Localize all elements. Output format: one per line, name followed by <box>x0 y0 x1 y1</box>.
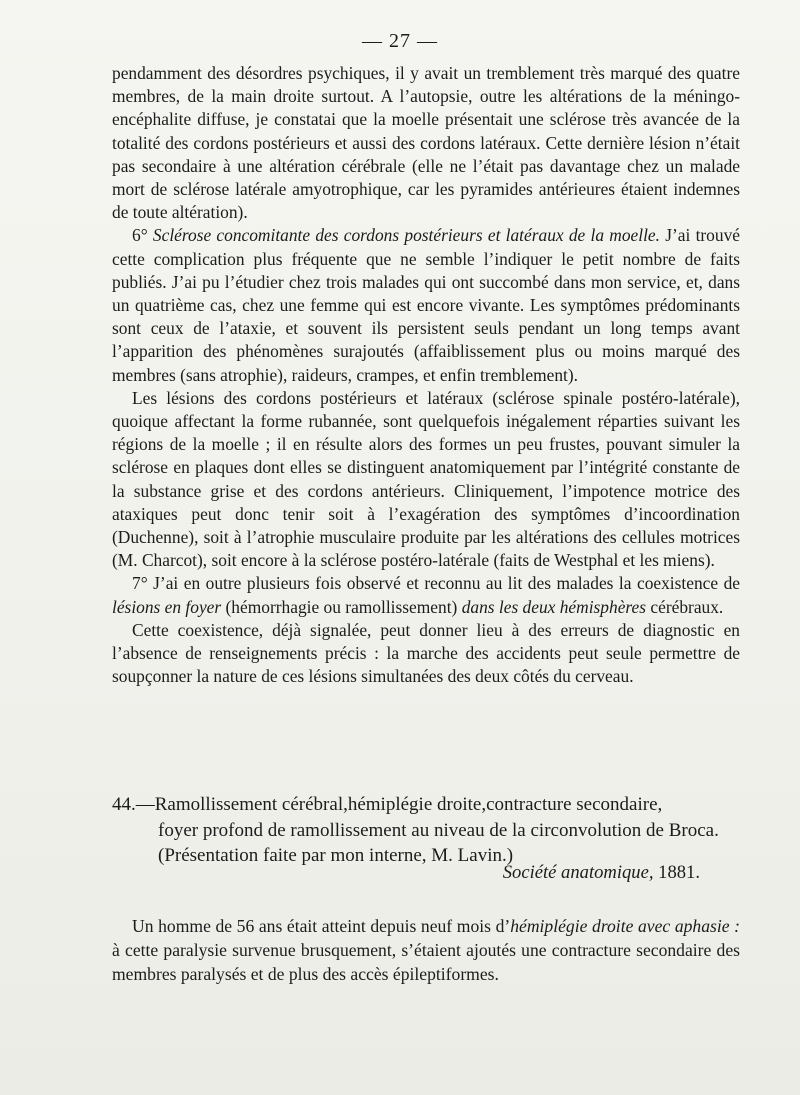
paragraph-continuation: pendamment des désordres psychiques, il y avait un tremblement très marqué des quatre membres, de la main droite surtout. A l’autopsie, outre les altérations de la méningo-encéphalite diffuse, je constatai que la moelle présentait une sclérose très avancée de la totalité des cordons postérieurs et aussi des cordons latéraux. Cette dernière lésion n’était pas secondaire à une altération cérébrale (elle ne l’était pas davantage chez un malade mort de sclérose latérale amyotrophique, car les pyramides antérieures étaient indemnes de toute altération). <box>112 63 740 223</box>
item-7-number: 7° <box>132 573 148 594</box>
case-text <box>112 914 740 986</box>
case-paragraph <box>112 914 740 986</box>
entry-44-first-line <box>112 792 740 818</box>
case-text-1: Un homme de 56 ans était atteint depuis neuf mois d’ <box>132 916 511 936</box>
paragraph-coexistence: Cette coexistence, déjà signalée, peut donner lieu à des erreurs de diagnostic en l’absence de renseignements précis : la marche des accidents peut seule permettre de soupçonner la nature de ces lésions simultanées des deux côtés du cerveau. <box>112 619 740 687</box>
entry-44-title-line-1: —Ramollissement cérébral,hémiplégie droite,contracture secondaire, <box>135 794 663 815</box>
society-year: 1881. <box>658 862 700 883</box>
case-text-2: à cette paralysie survenue brusquement, s’étaient ajoutés une contracture secondaire des membres paralysés et de plus des accès épileptiformes. <box>112 940 740 984</box>
society-name: Société anatomique, <box>502 862 654 883</box>
item-7-italic-2: dans les deux hémisphères <box>461 596 647 617</box>
case-italic-1: hémiplégie droite avec aphasie : <box>510 916 741 936</box>
item-6-text: J’ai trouvé cette complication plus fréquente que ne semble l’indiquer le petit nombre de faits publiés. J’ai pu l’étudier chez trois malades qui ont succombé dans mon service, et, dans un quatrième cas, chez une femme qui est encore vivante. Les symptômes prédominants sont ceux de l’ataxie, et souvent ils persistent seuls pendant un long temps avant l’apparition des phénomènes surajoutés (affaiblissement plus ou moins marqué des membres (sans atrophie), raideurs, crampes, et enfin tremblement). <box>112 225 740 385</box>
page-number: — 27 — <box>362 30 438 52</box>
item-6-number: 6° <box>132 225 148 246</box>
item-7-text-2: (hémorrhagie ou ramollissement) <box>225 596 458 617</box>
item-6-paragraph <box>112 224 740 386</box>
item-7-paragraph <box>112 572 740 618</box>
item-7-text-1: J’ai en outre plusieurs fois observé et reconnu au lit des malades la coexistence de <box>153 573 740 594</box>
entry-44-number: 44. <box>112 794 136 815</box>
entry-44-title-rest: foyer profond de ramollissement au niveau de la circonvolution de Broca. (Présentation faite par mon interne, M. Lavin.) <box>158 819 719 866</box>
item-7-text-3: cérébraux. <box>650 596 724 617</box>
item-6-heading: Sclérose concomitante des cordons postérieurs et latéraux de la moelle. <box>152 225 660 246</box>
item-7-italic-1: lésions en foyer <box>112 596 222 617</box>
entry-44-title <box>112 792 740 869</box>
main-text <box>112 62 740 688</box>
society-citation <box>112 862 700 884</box>
paragraph-lesions: Les lésions des cordons postérieurs et latéraux (sclérose spinale postéro-latérale), quoique affectant la forme rubannée, sont quelquefois inégalement réparties suivant les régions de la moelle ; il en résulte alors des formes un peu frustes, pouvant simuler la sclérose en plaques dont elles se distinguent anatomiquement par l’intégrité constante de la substance grise et des cordons antérieurs. Cliniquement, l’impotence motrice des ataxiques peut donc tenir soit à l’exagération des symptômes d’incoordination (Duchenne), soit à l’atrophie musculaire produite par les altérations des cellules motrices (M. Charcot), soit encore à la sclérose postéro-latérale (faits de Westphal et les miens). <box>112 387 740 571</box>
